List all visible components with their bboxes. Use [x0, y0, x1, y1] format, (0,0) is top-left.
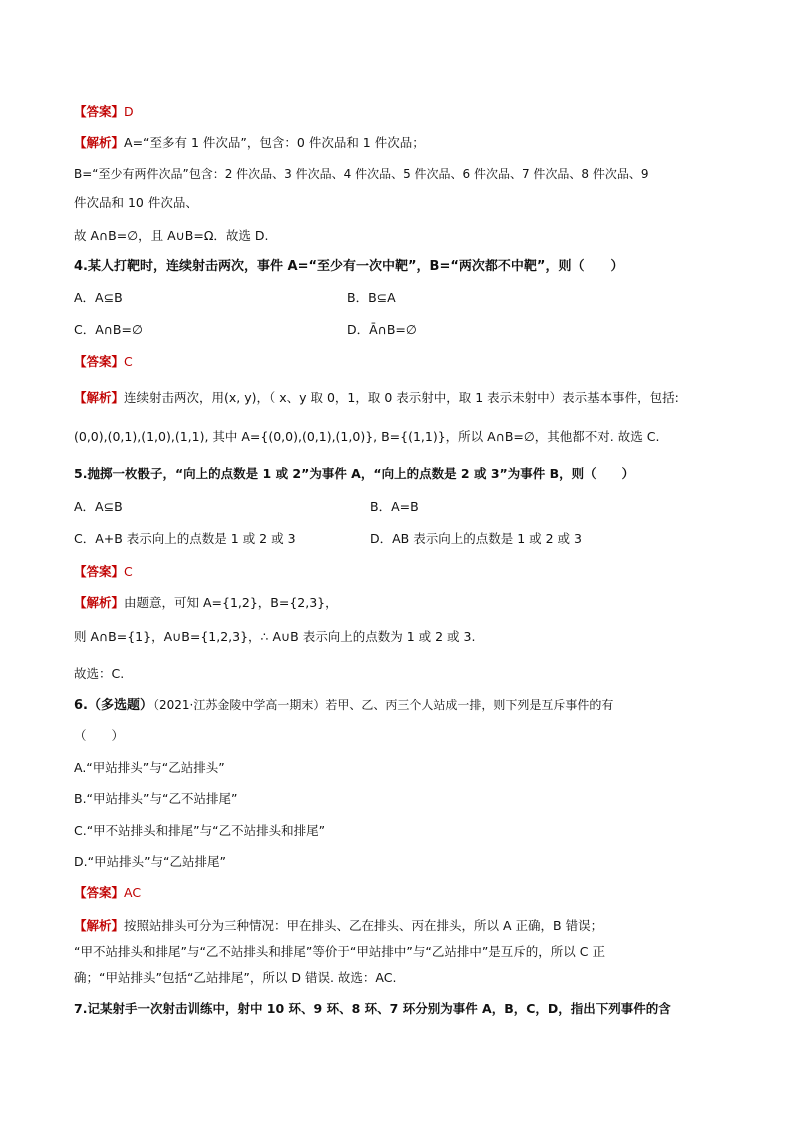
analysis-text: 按照站排头可分为三种情况：甲在排头、乙在排头、丙在排头，所以 A 正确，B 错误；	[124, 918, 604, 933]
q6-option-a: A.“甲站排头”与“乙站排头”	[74, 760, 225, 775]
analysis-tag: 【解析】	[74, 390, 125, 405]
q6-source-text: （2021·江苏金陵中学高一期末）若甲、乙、丙三个人站成一排，则下列是互斥事件的有	[152, 698, 614, 712]
analysis-text: 连续射击两次，用(x, y)，（ x、y 取 0，1，取 0 表示射中，取 1 表示未射中）表示基本事件，包括:	[124, 390, 679, 405]
answer-tag: 【答案】	[74, 885, 125, 900]
q4-answer-line	[74, 354, 742, 370]
q5-analysis-text: 则 A∩B={1}，A∪B={1,2,3}，∴ A∪B 表示向上的点数为 1 或 2 或 3.	[74, 629, 476, 644]
q5-analysis-conclusion: 故选：C.	[74, 666, 125, 681]
analysis-tag: 【解析】	[74, 595, 125, 610]
q5-option-b: B．A=B	[370, 499, 419, 514]
q4-option-a: A．A⊆B	[74, 290, 123, 305]
q6-analysis-text: “甲不站排头和排尾”与“乙不站排头和排尾”等价于“甲站排中”与“乙站排中”是互斥的，所以 C 正	[74, 944, 605, 959]
q6-analysis-line	[74, 918, 742, 934]
q6-option-b: B.“甲站排头”与“乙不站排尾”	[74, 791, 238, 806]
answer-value: D	[124, 104, 134, 119]
answer-value: C	[124, 564, 133, 579]
answer-value: C	[124, 354, 133, 369]
q4-option-d: D．Ā∩B=∅	[347, 322, 417, 337]
answer-tag: 【答案】	[74, 104, 125, 119]
q5-option-a: A．A⊆B	[74, 499, 123, 514]
question-4-stem: 4.某人打靶时，连续射击两次，事件 A=“至少有一次中靶”，B=“两次都不中靶”，则（ ）	[74, 259, 624, 274]
q5-analysis-line	[74, 595, 742, 611]
question-6-stem	[74, 697, 742, 714]
question-7-stem: 7.记某射手一次射击训练中，射中 10 环、9 环、8 环、7 环分别为事件 A，B，C，D，指出下列事件的含	[74, 1001, 671, 1016]
analysis-text: A=“至多有 1 件次品”，包含：0 件次品和 1 件次品；	[124, 135, 425, 150]
q6-answer-paren: （ ）	[74, 728, 125, 743]
q4-option-c: C．A∩B=∅	[74, 322, 143, 337]
answer-tag: 【答案】	[74, 564, 125, 579]
q6-answer-line	[74, 885, 742, 901]
analysis-conclusion: 故 A∩B=∅，且 A∪B=Ω．故选 D.	[74, 228, 269, 243]
analysis-tag: 【解析】	[74, 135, 125, 150]
answer-value: AC	[124, 885, 142, 900]
q4-analysis-text: (0,0),(0,1),(1,0),(1,1), 其中 A={(0,0),(0,1),(1,0)}, B={(1,1)}，所以 A∩B=∅，其他都不对. 故选 C.	[74, 429, 660, 444]
q4-analysis-line	[74, 390, 742, 406]
analysis-text: B=“至少有两件次品”包含：2 件次品、3 件次品、4 件次品、5 件次品、6 件次品、7 件次品、8 件次品、9	[74, 167, 649, 181]
analysis-tag: 【解析】	[74, 918, 125, 933]
analysis-line	[74, 135, 742, 151]
analysis-text: 件次品和 10 件次品、	[74, 195, 198, 210]
q5-option-d: D．AB 表示向上的点数是 1 或 2 或 3	[370, 531, 582, 546]
q6-option-c: C.“甲不站排头和排尾”与“乙不站排头和排尾”	[74, 823, 326, 838]
q4-option-b: B．B⊆A	[347, 290, 396, 305]
analysis-text: 由题意，可知 A={1,2}，B={2,3}，	[124, 595, 338, 610]
answer-tag: 【答案】	[74, 354, 125, 369]
q6-number: 6.（多选题）	[74, 698, 153, 713]
q6-option-d: D.“甲站排头”与“乙站排尾”	[74, 854, 227, 869]
q6-analysis-text: 确；“甲站排头”包括“乙站排尾”，所以 D 错误. 故选：AC.	[74, 970, 397, 985]
q5-option-c: C．A+B 表示向上的点数是 1 或 2 或 3	[74, 531, 296, 546]
question-5-stem: 5.抛掷一枚骰子，“向上的点数是 1 或 2”为事件 A，“向上的点数是 2 或 3”为事件 B，则（ ）	[74, 466, 635, 481]
q5-answer-line	[74, 564, 742, 580]
answer-line	[74, 104, 742, 120]
